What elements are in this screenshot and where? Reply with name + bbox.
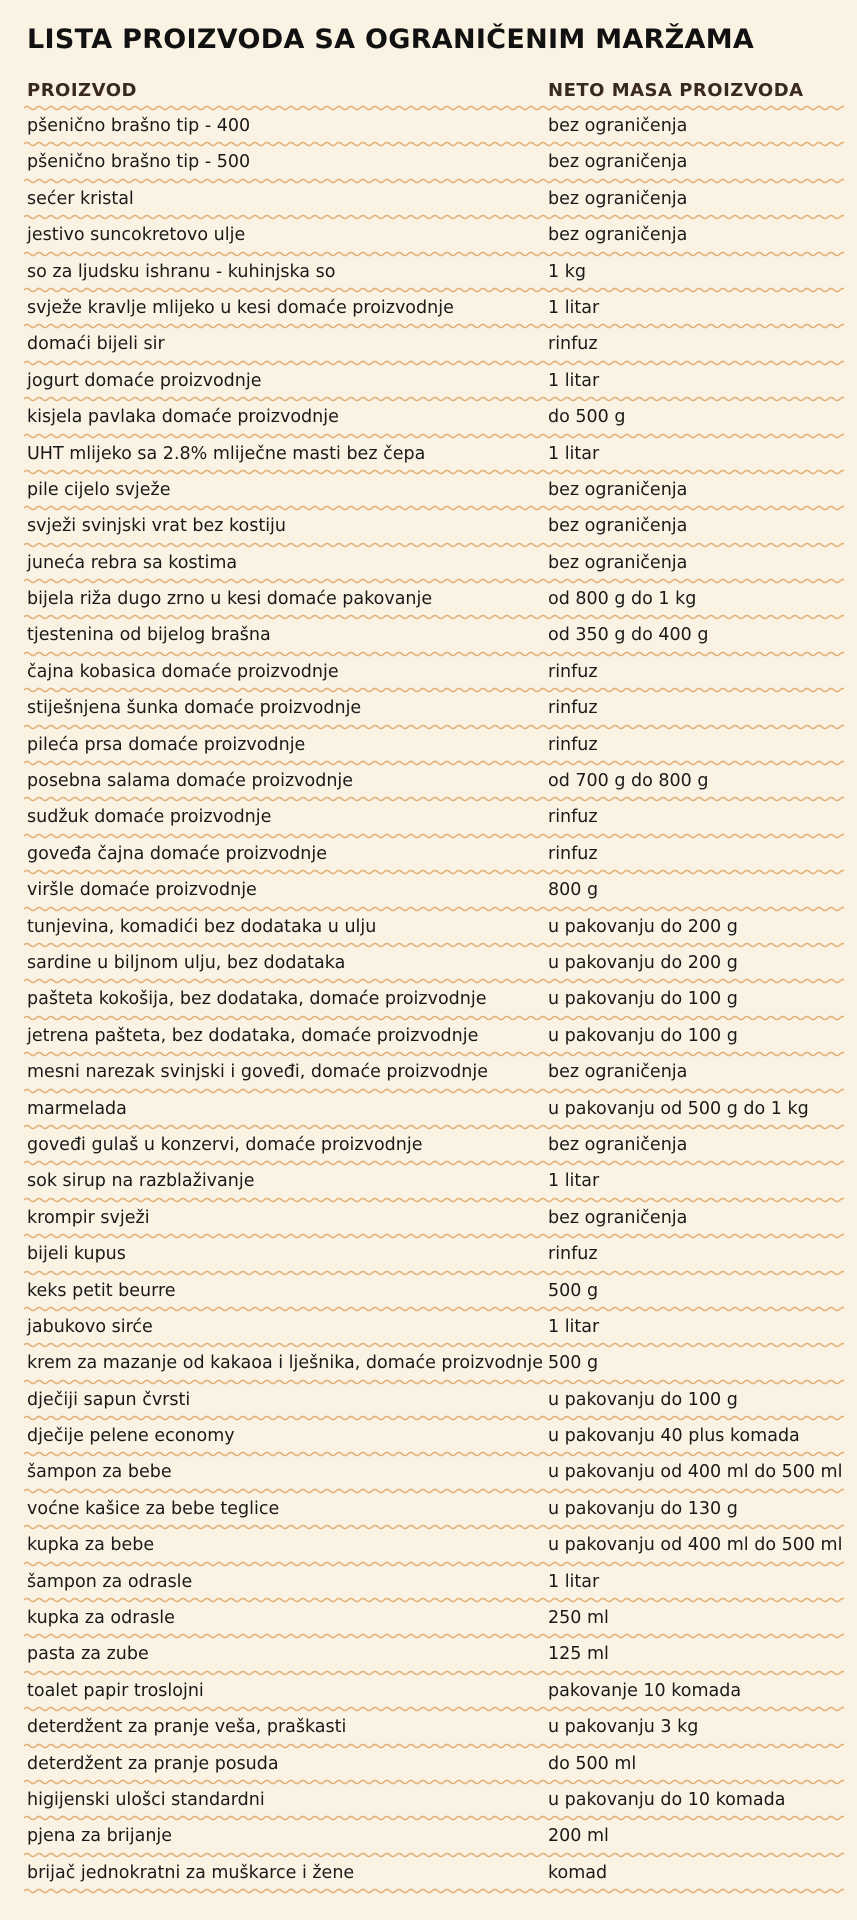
- table-row: [0, 727, 857, 763]
- product-name: pšenično brašno tip - 400: [27, 116, 251, 136]
- product-name: deterdžent za pranje posuda: [27, 1753, 279, 1774]
- table-row: [0, 654, 857, 690]
- table-row: [0, 945, 857, 981]
- table-row: [0, 1600, 857, 1636]
- table-row: [0, 836, 857, 872]
- product-name: sećer kristal: [27, 188, 134, 209]
- page-title: LISTA PROIZVODA SA OGRANIČENIM MARŽAMA: [27, 24, 755, 55]
- product-name: dječiji sapun čvrsti: [27, 1389, 191, 1410]
- product-name: jogurt domaće proizvodnje: [27, 370, 262, 391]
- net-mass: u pakovanju do 200 g: [548, 916, 738, 937]
- net-mass: bez ograničenja: [548, 1134, 688, 1155]
- product-name: pile cijelo svježe: [27, 479, 171, 500]
- product-name: čajna kobasica domaće proizvodnje: [27, 661, 339, 682]
- table-row: [0, 981, 857, 1017]
- product-name: jabukovo sirće: [27, 1316, 153, 1337]
- table-row: [0, 1746, 857, 1782]
- product-name: tjestenina od bijelog brašna: [27, 625, 271, 646]
- product-name: dječije pelene economy: [27, 1426, 235, 1447]
- net-mass: bez ograničenja: [548, 152, 688, 173]
- table-row: [0, 436, 857, 472]
- product-name: svježe kravlje mlijeko u kesi domaće proizvodnje: [27, 297, 454, 318]
- header-product: PROIZVOD: [27, 80, 137, 101]
- product-name: sudžuk domaće proizvodnje: [27, 807, 272, 828]
- net-mass: komad: [548, 1862, 608, 1883]
- product-name: higijenski ulošci standardni: [27, 1789, 265, 1810]
- table-row: [0, 799, 857, 835]
- product-name: šampon za odrasle: [27, 1571, 193, 1592]
- product-name: bijeli kupus: [27, 1244, 126, 1265]
- net-mass: u pakovanju od 400 ml do 500 ml: [548, 1535, 843, 1556]
- table-row: [0, 363, 857, 399]
- net-mass: do 500 g: [548, 407, 626, 428]
- net-mass: rinfuz: [548, 734, 598, 755]
- net-mass: pakovanje 10 komada: [548, 1680, 742, 1701]
- product-name: goveđa čajna domaće proizvodnje: [27, 843, 328, 864]
- table-row: [0, 1200, 857, 1236]
- table-row: [0, 181, 857, 217]
- net-mass: 1 litar: [548, 370, 600, 391]
- product-name: juneća rebra sa kostima: [27, 552, 238, 573]
- product-name: keks petit beurre: [27, 1280, 176, 1301]
- product-name: deterdžent za pranje veša, praškasti: [27, 1717, 347, 1738]
- product-name: kisjela pavlaka domaće proizvodnje: [27, 407, 339, 428]
- table-row: [0, 254, 857, 290]
- table-row: [0, 1454, 857, 1490]
- net-mass: rinfuz: [548, 807, 598, 828]
- table-row: [0, 581, 857, 617]
- table-row: [0, 1564, 857, 1600]
- product-name: toalet papir troslojni: [27, 1680, 204, 1701]
- net-mass: bez ograničenja: [548, 479, 688, 500]
- product-name: so za ljudsku ishranu - kuhinjska so: [27, 261, 336, 282]
- net-mass: 500 g: [548, 1280, 599, 1301]
- net-mass: 1 litar: [548, 1171, 600, 1192]
- net-mass: rinfuz: [548, 843, 598, 864]
- product-name: krompir svježi: [27, 1207, 150, 1228]
- net-mass: u pakovanju do 10 komada: [548, 1789, 786, 1810]
- net-mass: u pakovanju od 500 g do 1 kg: [548, 1098, 809, 1119]
- net-mass: bez ograničenja: [548, 552, 688, 573]
- net-mass: rinfuz: [548, 1244, 598, 1265]
- table-row: [0, 1527, 857, 1563]
- table-row: [0, 1018, 857, 1054]
- table-row: [0, 108, 857, 144]
- product-name: pašteta kokošija, bez dodataka, domaće proizvodnje: [27, 989, 487, 1010]
- net-mass: u pakovanju do 100 g: [548, 1389, 738, 1410]
- product-name: stiješnjena šunka domaće proizvodnje: [27, 698, 362, 719]
- product-name: UHT mlijeko sa 2.8% mliječne masti bez čepa: [27, 443, 426, 464]
- table-row: [0, 1091, 857, 1127]
- product-name: mesni narezak svinjski i goveđi, domaće proizvodnje: [27, 1062, 488, 1083]
- table-row: [0, 1818, 857, 1854]
- table-row: [0, 763, 857, 799]
- table-row: [0, 217, 857, 253]
- product-name: viršle domaće proizvodnje: [27, 880, 257, 901]
- table-row: [0, 690, 857, 726]
- net-mass: u pakovanju do 130 g: [548, 1498, 738, 1519]
- net-mass: 800 g: [548, 880, 599, 901]
- table-row: [0, 1418, 857, 1454]
- product-name: bijela riža dugo zrno u kesi domaće pakovanje: [27, 589, 433, 610]
- table-row: [0, 1054, 857, 1090]
- net-mass: 1 kg: [548, 261, 586, 282]
- net-mass: bez ograničenja: [548, 1207, 688, 1228]
- header-mass: NETO MASA PROIZVODA: [548, 80, 804, 101]
- product-name: tunjevina, komadići bez dodataka u ulju: [27, 916, 377, 937]
- net-mass: 1 litar: [548, 1316, 600, 1337]
- product-name: jestivo suncokretovo ulje: [27, 225, 246, 246]
- product-name: pileća prsa domaće proizvodnje: [27, 734, 306, 755]
- net-mass: 1 litar: [548, 1571, 600, 1592]
- table-row: [0, 1636, 857, 1672]
- net-mass: 1 litar: [548, 443, 600, 464]
- table-row: [0, 1345, 857, 1381]
- product-name: voćne kašice za bebe teglice: [27, 1498, 280, 1519]
- net-mass: rinfuz: [548, 334, 598, 355]
- table-row: [0, 1273, 857, 1309]
- net-mass: 200 ml: [548, 1826, 609, 1847]
- table-row: [0, 1127, 857, 1163]
- table-row: [0, 872, 857, 908]
- product-table: [0, 108, 857, 1891]
- product-name: marmelada: [27, 1098, 127, 1119]
- product-name: sok sirup na razblaživanje: [27, 1171, 255, 1192]
- table-row: [0, 909, 857, 945]
- net-mass: u pakovanju do 200 g: [548, 952, 738, 973]
- product-name: sardine u biljnom ulju, bez dodataka: [27, 952, 346, 973]
- table-row: [0, 1309, 857, 1345]
- table-row: [0, 326, 857, 362]
- net-mass: u pakovanju 3 kg: [548, 1717, 699, 1738]
- table-row: [0, 1491, 857, 1527]
- net-mass: bez ograničenja: [548, 116, 688, 136]
- row-divider: [24, 1887, 844, 1895]
- table-row: [0, 290, 857, 326]
- table-row: [0, 399, 857, 435]
- net-mass: bez ograničenja: [548, 188, 688, 209]
- product-name: domaći bijeli sir: [27, 334, 165, 355]
- net-mass: rinfuz: [548, 661, 598, 682]
- product-name: pjena za brijanje: [27, 1826, 173, 1847]
- table-row: [0, 1673, 857, 1709]
- product-name: goveđi gulaš u konzervi, domaće proizvodnje: [27, 1134, 423, 1155]
- table-row: [0, 1709, 857, 1745]
- table-row: [0, 545, 857, 581]
- product-name: jetrena pašteta, bez dodataka, domaće proizvodnje: [27, 1025, 479, 1046]
- net-mass: u pakovanju do 100 g: [548, 989, 738, 1010]
- net-mass: 125 ml: [548, 1644, 609, 1665]
- table-row: [0, 472, 857, 508]
- net-mass: rinfuz: [548, 698, 598, 719]
- table-header: [27, 78, 857, 104]
- net-mass: do 500 ml: [548, 1753, 637, 1774]
- table-row: [0, 508, 857, 544]
- net-mass: bez ograničenja: [548, 1062, 688, 1083]
- product-name: šampon za bebe: [27, 1462, 172, 1483]
- table-row: [0, 617, 857, 653]
- table-row: [0, 144, 857, 180]
- product-name: krem za mazanje od kakaoa i lješnika, domaće proizvodnje: [27, 1353, 543, 1374]
- table-row: [0, 1163, 857, 1199]
- net-mass: u pakovanju do 100 g: [548, 1025, 738, 1046]
- net-mass: od 700 g do 800 g: [548, 771, 709, 792]
- table-row: [0, 1782, 857, 1818]
- product-name: posebna salama domaće proizvodnje: [27, 771, 354, 792]
- product-name: svježi svinjski vrat bez kostiju: [27, 516, 287, 537]
- table-row: [0, 1382, 857, 1418]
- product-name: kupka za odrasle: [27, 1608, 175, 1629]
- net-mass: bez ograničenja: [548, 516, 688, 537]
- net-mass: 500 g: [548, 1353, 599, 1374]
- net-mass: bez ograničenja: [548, 225, 688, 246]
- net-mass: od 800 g do 1 kg: [548, 589, 697, 610]
- net-mass: u pakovanju 40 plus komada: [548, 1426, 800, 1447]
- table-row: [0, 1855, 857, 1891]
- product-name: pšenično brašno tip - 500: [27, 152, 251, 173]
- net-mass: od 350 g do 400 g: [548, 625, 709, 646]
- net-mass: 1 litar: [548, 297, 600, 318]
- product-name: kupka za bebe: [27, 1535, 155, 1556]
- product-name: pasta za zube: [27, 1644, 149, 1665]
- net-mass: 250 ml: [548, 1608, 609, 1629]
- net-mass: u pakovanju od 400 ml do 500 ml: [548, 1462, 843, 1483]
- product-name: brijač jednokratni za muškarce i žene: [27, 1862, 355, 1883]
- table-row: [0, 1236, 857, 1272]
